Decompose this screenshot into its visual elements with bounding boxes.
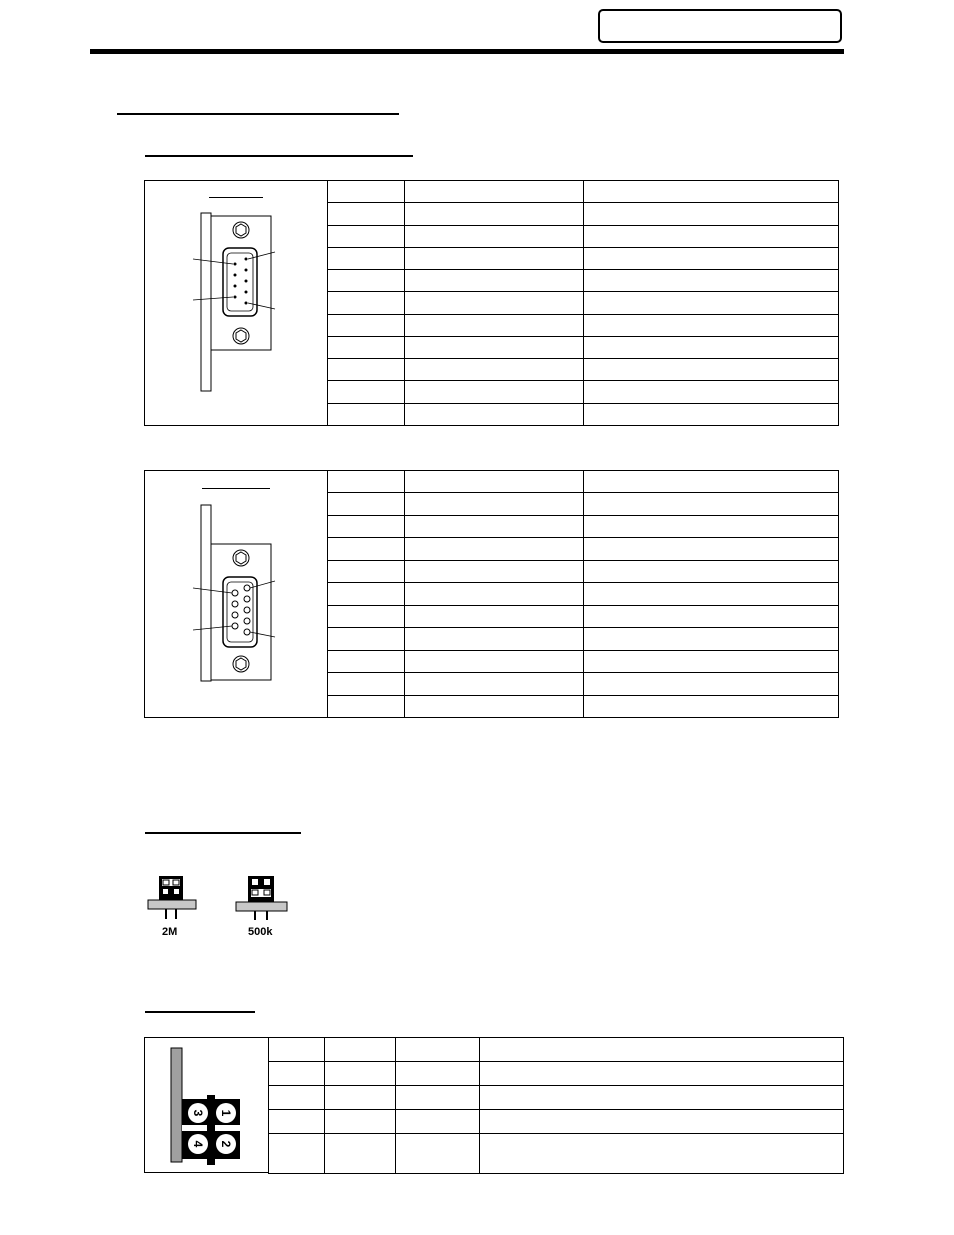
table-cell bbox=[328, 650, 405, 672]
power-connector-icon bbox=[167, 1047, 247, 1167]
power-pin-1: 1 bbox=[219, 1109, 233, 1117]
table-cell bbox=[395, 1038, 479, 1062]
table-row bbox=[328, 471, 839, 493]
jumper-500k-figure bbox=[234, 872, 290, 942]
table-cell bbox=[328, 403, 405, 425]
table-cell bbox=[328, 314, 405, 336]
table-cell bbox=[328, 515, 405, 537]
table-cell bbox=[584, 359, 839, 381]
table-cell bbox=[584, 292, 839, 314]
table-cell bbox=[328, 181, 405, 203]
power-pin-4: 4 bbox=[191, 1140, 205, 1148]
table-cell bbox=[584, 403, 839, 425]
table-row bbox=[328, 650, 839, 672]
table-cell bbox=[404, 538, 584, 560]
table-cell bbox=[584, 336, 839, 358]
table-row bbox=[269, 1110, 844, 1134]
table-cell bbox=[584, 270, 839, 292]
table-cell bbox=[404, 292, 584, 314]
jumper-heading-underline bbox=[145, 832, 301, 834]
table-row bbox=[328, 381, 839, 403]
power-pin-3: 3 bbox=[191, 1109, 205, 1117]
table-cell bbox=[404, 381, 584, 403]
table-cell bbox=[584, 225, 839, 247]
table-cell bbox=[269, 1086, 325, 1110]
connector2-caption-underline bbox=[202, 488, 270, 489]
table-cell bbox=[584, 628, 839, 650]
table-cell bbox=[479, 1038, 843, 1062]
table-cell bbox=[404, 583, 584, 605]
table-row bbox=[328, 583, 839, 605]
table-cell bbox=[404, 673, 584, 695]
table-cell bbox=[584, 538, 839, 560]
table-cell bbox=[584, 471, 839, 493]
table-cell bbox=[479, 1110, 843, 1134]
table-cell bbox=[404, 628, 584, 650]
table-row bbox=[328, 247, 839, 269]
db9-male-connector-icon bbox=[185, 209, 285, 399]
connector2-figure-cell bbox=[144, 470, 328, 718]
table-cell bbox=[395, 1134, 479, 1174]
table-cell bbox=[269, 1038, 325, 1062]
table-row bbox=[328, 270, 839, 292]
table-row bbox=[328, 225, 839, 247]
power-pin-2: 2 bbox=[219, 1140, 233, 1148]
jumper-500k-label: 500k bbox=[248, 926, 273, 938]
table-cell bbox=[324, 1110, 395, 1134]
table-cell bbox=[404, 270, 584, 292]
table-row bbox=[269, 1062, 844, 1086]
table-cell bbox=[328, 292, 405, 314]
table-cell bbox=[328, 270, 405, 292]
table-cell bbox=[324, 1062, 395, 1086]
table-cell bbox=[328, 538, 405, 560]
jumper-2m-icon bbox=[145, 872, 197, 924]
table-row bbox=[328, 292, 839, 314]
table-cell bbox=[404, 605, 584, 627]
table-cell bbox=[328, 336, 405, 358]
table-cell bbox=[328, 247, 405, 269]
table-cell bbox=[404, 650, 584, 672]
table-cell bbox=[584, 605, 839, 627]
table-row bbox=[328, 695, 839, 717]
table-cell bbox=[404, 471, 584, 493]
power-heading-underline bbox=[145, 1011, 255, 1013]
table-cell bbox=[328, 695, 405, 717]
table-cell bbox=[404, 181, 584, 203]
table-row bbox=[328, 538, 839, 560]
table-cell bbox=[584, 381, 839, 403]
table-cell bbox=[269, 1134, 325, 1174]
table-row bbox=[328, 314, 839, 336]
power-figure-cell bbox=[144, 1037, 269, 1173]
table-cell bbox=[584, 695, 839, 717]
main-heading-underline bbox=[117, 113, 399, 115]
serial-heading-underline bbox=[145, 155, 413, 157]
connector2-pin-table bbox=[327, 470, 839, 718]
table-cell bbox=[328, 673, 405, 695]
table-cell bbox=[269, 1110, 325, 1134]
table-row bbox=[328, 628, 839, 650]
table-cell bbox=[404, 515, 584, 537]
table-cell bbox=[404, 560, 584, 582]
table-cell bbox=[479, 1086, 843, 1110]
jumper-2m-figure bbox=[145, 872, 197, 942]
table-cell bbox=[328, 605, 405, 627]
table-cell bbox=[584, 314, 839, 336]
power-pin-table bbox=[268, 1037, 844, 1174]
table-cell bbox=[479, 1134, 843, 1174]
connector1-caption-underline bbox=[209, 197, 263, 198]
table-cell bbox=[584, 673, 839, 695]
table-row bbox=[328, 403, 839, 425]
jumper-500k-icon bbox=[234, 872, 290, 924]
db9-female-connector-icon bbox=[185, 499, 285, 689]
table-cell bbox=[404, 225, 584, 247]
table-row bbox=[269, 1086, 844, 1110]
table-cell bbox=[404, 493, 584, 515]
table-cell bbox=[584, 181, 839, 203]
table-cell bbox=[584, 493, 839, 515]
table-cell bbox=[328, 381, 405, 403]
table-cell bbox=[479, 1062, 843, 1086]
table-cell bbox=[584, 515, 839, 537]
table-row bbox=[328, 336, 839, 358]
table-row bbox=[328, 359, 839, 381]
table-cell bbox=[584, 247, 839, 269]
header-label-box bbox=[598, 9, 842, 43]
connector1-figure-cell bbox=[144, 180, 328, 426]
table-row bbox=[328, 560, 839, 582]
table-cell bbox=[395, 1110, 479, 1134]
table-cell bbox=[328, 628, 405, 650]
table-cell bbox=[404, 403, 584, 425]
table-cell bbox=[328, 225, 405, 247]
table-cell bbox=[404, 314, 584, 336]
table-cell bbox=[328, 471, 405, 493]
table-cell bbox=[584, 203, 839, 225]
table-row bbox=[269, 1038, 844, 1062]
table-cell bbox=[395, 1086, 479, 1110]
connector1-pin-table bbox=[327, 180, 839, 426]
table-row bbox=[328, 673, 839, 695]
table-row bbox=[269, 1134, 844, 1174]
table-cell bbox=[584, 650, 839, 672]
table-cell bbox=[404, 336, 584, 358]
jumper-2m-label: 2M bbox=[162, 926, 178, 938]
table-row bbox=[328, 515, 839, 537]
table-cell bbox=[404, 247, 584, 269]
table-cell bbox=[324, 1038, 395, 1062]
table-cell bbox=[404, 203, 584, 225]
header-rule bbox=[90, 49, 844, 54]
table-cell bbox=[328, 493, 405, 515]
table-cell bbox=[404, 359, 584, 381]
table-row bbox=[328, 493, 839, 515]
table-cell bbox=[584, 583, 839, 605]
table-cell bbox=[395, 1062, 479, 1086]
table-cell bbox=[328, 583, 405, 605]
table-row bbox=[328, 203, 839, 225]
table-cell bbox=[328, 359, 405, 381]
table-cell bbox=[269, 1062, 325, 1086]
table-cell bbox=[324, 1086, 395, 1110]
table-row bbox=[328, 181, 839, 203]
table-cell bbox=[328, 203, 405, 225]
table-cell bbox=[328, 560, 405, 582]
table-cell bbox=[584, 560, 839, 582]
table-row bbox=[328, 605, 839, 627]
table-cell bbox=[404, 695, 584, 717]
table-cell bbox=[324, 1134, 395, 1174]
